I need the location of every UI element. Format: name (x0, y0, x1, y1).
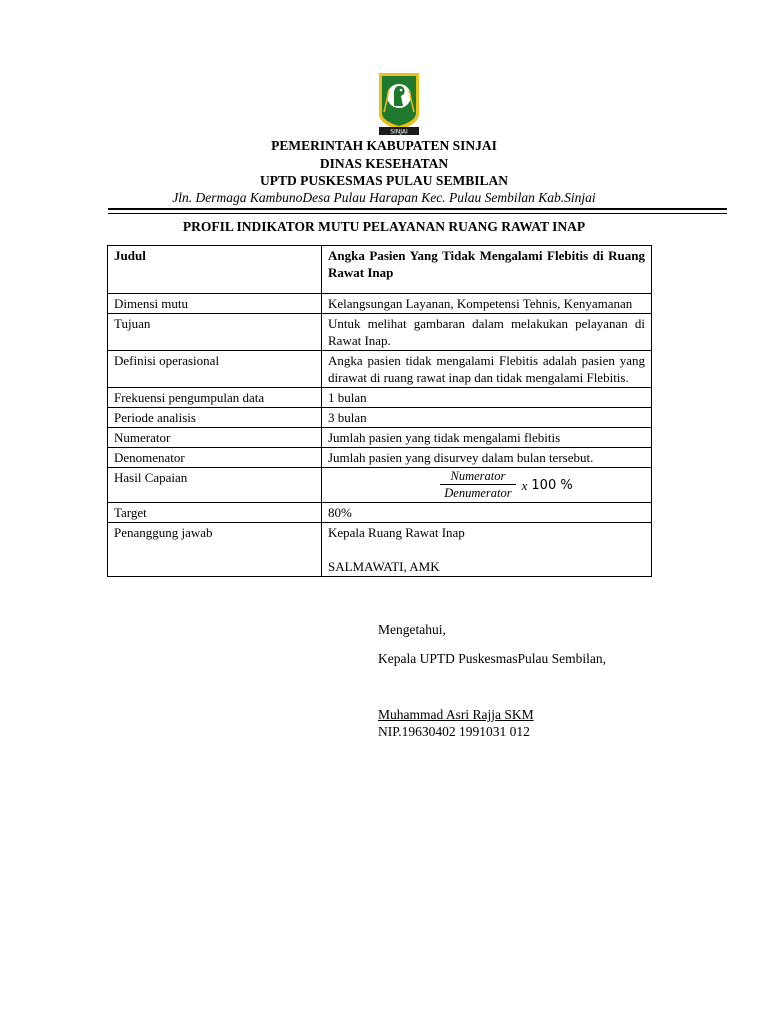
value-periode: 3 bulan (322, 408, 652, 428)
label-frekuensi: Frekuensi pengumpulan data (108, 388, 322, 408)
table-row (108, 314, 652, 351)
header-department: DINAS KESEHATAN (319, 156, 449, 171)
value-hasil-formula (322, 468, 652, 503)
table-row (108, 468, 652, 503)
label-dimensi: Dimensi mutu (108, 294, 322, 314)
header-government: PEMERINTAH KABUPATEN SINJAI (271, 138, 497, 153)
indicator-table (107, 245, 652, 577)
value-judul: Angka Pasien Yang Tidak Mengalami Flebitis di Ruang Rawat Inap (322, 246, 652, 294)
label-numerator: Numerator (108, 428, 322, 448)
table-row (108, 408, 652, 428)
table-row (108, 448, 652, 468)
signature-name: Muhammad Asri Rajja SKM (378, 707, 534, 722)
signature-acknowledged: Mengetahui, (378, 622, 446, 637)
label-definisi: Definisi operasional (108, 351, 322, 388)
value-numerator: Jumlah pasien yang tidak mengalami flebitis (322, 428, 652, 448)
value-frekuensi: 1 bulan (322, 388, 652, 408)
pj-position: Kepala Ruang Rawat Inap (328, 525, 465, 540)
value-tujuan: Untuk melihat gambaran dalam melakukan pelayanan di Rawat Inap. (322, 314, 652, 351)
value-denomenator: Jumlah pasien yang disurvey dalam bulan tersebut. (322, 448, 652, 468)
pj-name: SALMAWATI, AMK (328, 559, 440, 574)
header-address: Jln. Dermaga KambunoDesa Pulau Harapan Kec. Pulau Sembilan Kab.Sinjai (172, 190, 596, 205)
value-dimensi: Kelangsungan Layanan, Kompetensi Tehnis, Kenyamanan (322, 294, 652, 314)
label-periode: Periode analisis (108, 408, 322, 428)
formula-percent: 100 % (531, 477, 573, 493)
formula-fraction (440, 469, 515, 501)
table-row (108, 351, 652, 388)
kabupaten-sinjai-logo (373, 70, 425, 136)
table-row (108, 294, 652, 314)
value-definisi: Angka pasien tidak mengalami Flebitis adalah pasien yang dirawat di ruang rawat inap dan tidak mengalami Flebitis. (322, 351, 652, 388)
logo-text: SINJAI (390, 128, 408, 136)
signature-nip: NIP.19630402 1991031 012 (378, 724, 530, 739)
header-institution: UPTD PUSKESMAS PULAU SEMBILAN (260, 173, 508, 188)
table-row (108, 388, 652, 408)
formula-denominator: Denumerator (440, 484, 515, 501)
label-denomenator: Denomenator (108, 448, 322, 468)
header-divider-thin (108, 213, 727, 214)
formula-times: x (521, 477, 528, 493)
signature-position: Kepala UPTD PuskesmasPulau Sembilan, (378, 651, 606, 666)
header-divider-thick (108, 208, 727, 210)
label-tujuan: Tujuan (108, 314, 322, 351)
formula-numerator: Numerator (450, 469, 506, 483)
table-row (108, 428, 652, 448)
table-row (108, 503, 652, 523)
label-target: Target (108, 503, 322, 523)
value-target: 80% (322, 503, 652, 523)
table-row (108, 246, 652, 294)
label-penanggung-jawab: Penanggung jawab (108, 523, 322, 577)
label-judul: Judul (108, 246, 322, 294)
value-penanggung-jawab (322, 523, 652, 577)
formula (328, 469, 645, 501)
table-row (108, 523, 652, 577)
document-title: PROFIL INDIKATOR MUTU PELAYANAN RUANG RAWAT INAP (182, 219, 586, 234)
label-hasil: Hasil Capaian (108, 468, 322, 503)
